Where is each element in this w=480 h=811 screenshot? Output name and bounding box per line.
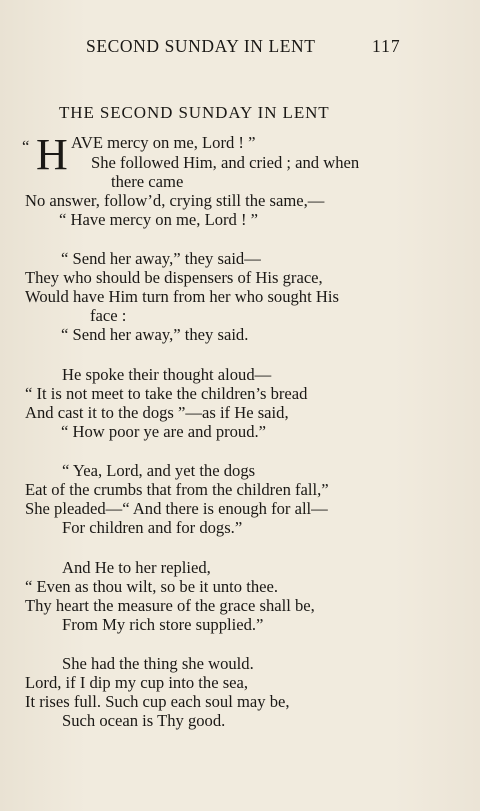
- poem-line: Would have Him turn from her who sought His: [25, 287, 339, 306]
- poem-line: She pleaded—“ And there is enough for all—: [25, 499, 328, 518]
- poem-line: “ Have mercy on me, Lord ! ”: [59, 210, 259, 229]
- poem-line: And cast it to the dogs ”—as if He said,: [25, 403, 289, 422]
- poem-line: Thy heart the measure of the grace shall be,: [25, 596, 315, 615]
- drop-cap-quote: “: [22, 137, 30, 156]
- poem-line: She had the thing she would.: [62, 654, 254, 673]
- poem-line: “ Send her away,” they said.: [61, 325, 249, 344]
- poem-line: Lord, if I dip my cup into the sea,: [25, 673, 249, 692]
- poem-line: “ Yea, Lord, and yet the dogs: [62, 461, 256, 480]
- page-number: 117: [372, 36, 401, 56]
- poem-line: “ It is not meet to take the children’s bread: [25, 384, 308, 403]
- poem-line: there came: [111, 172, 184, 191]
- poem-line: He spoke their thought aloud—: [62, 365, 272, 384]
- poem-line: She followed Him, and cried ; and when: [91, 153, 360, 172]
- poem-line: They who should be dispensers of His grace,: [25, 268, 323, 287]
- poem-title: THE SECOND SUNDAY IN LENT: [59, 103, 330, 122]
- drop-cap: [22, 130, 68, 179]
- poem-line: From My rich store supplied.”: [62, 615, 264, 634]
- poem-line: “ Even as thou wilt, so be it unto thee.: [25, 577, 279, 596]
- poem-line: It rises full. Such cup each soul may be,: [25, 692, 290, 711]
- poem-line: “ How poor ye are and proud.”: [61, 422, 267, 441]
- running-head: SECOND SUNDAY IN LENT: [86, 36, 316, 56]
- poem-line: Such ocean is Thy good.: [62, 711, 226, 730]
- poem-line: Eat of the crumbs that from the children fall,”: [25, 480, 329, 499]
- poem-line: No answer, follow’d, crying still the same,—: [25, 191, 325, 210]
- drop-cap-letter: H: [36, 130, 68, 179]
- poem-line: face :: [90, 306, 127, 325]
- poem-line: AVE mercy on me, Lord ! ”: [71, 133, 256, 152]
- poem-line: For children and for dogs.”: [62, 518, 243, 537]
- poem-line: “ Send her away,” they said—: [61, 249, 261, 268]
- poem-line: And He to her replied,: [62, 558, 211, 577]
